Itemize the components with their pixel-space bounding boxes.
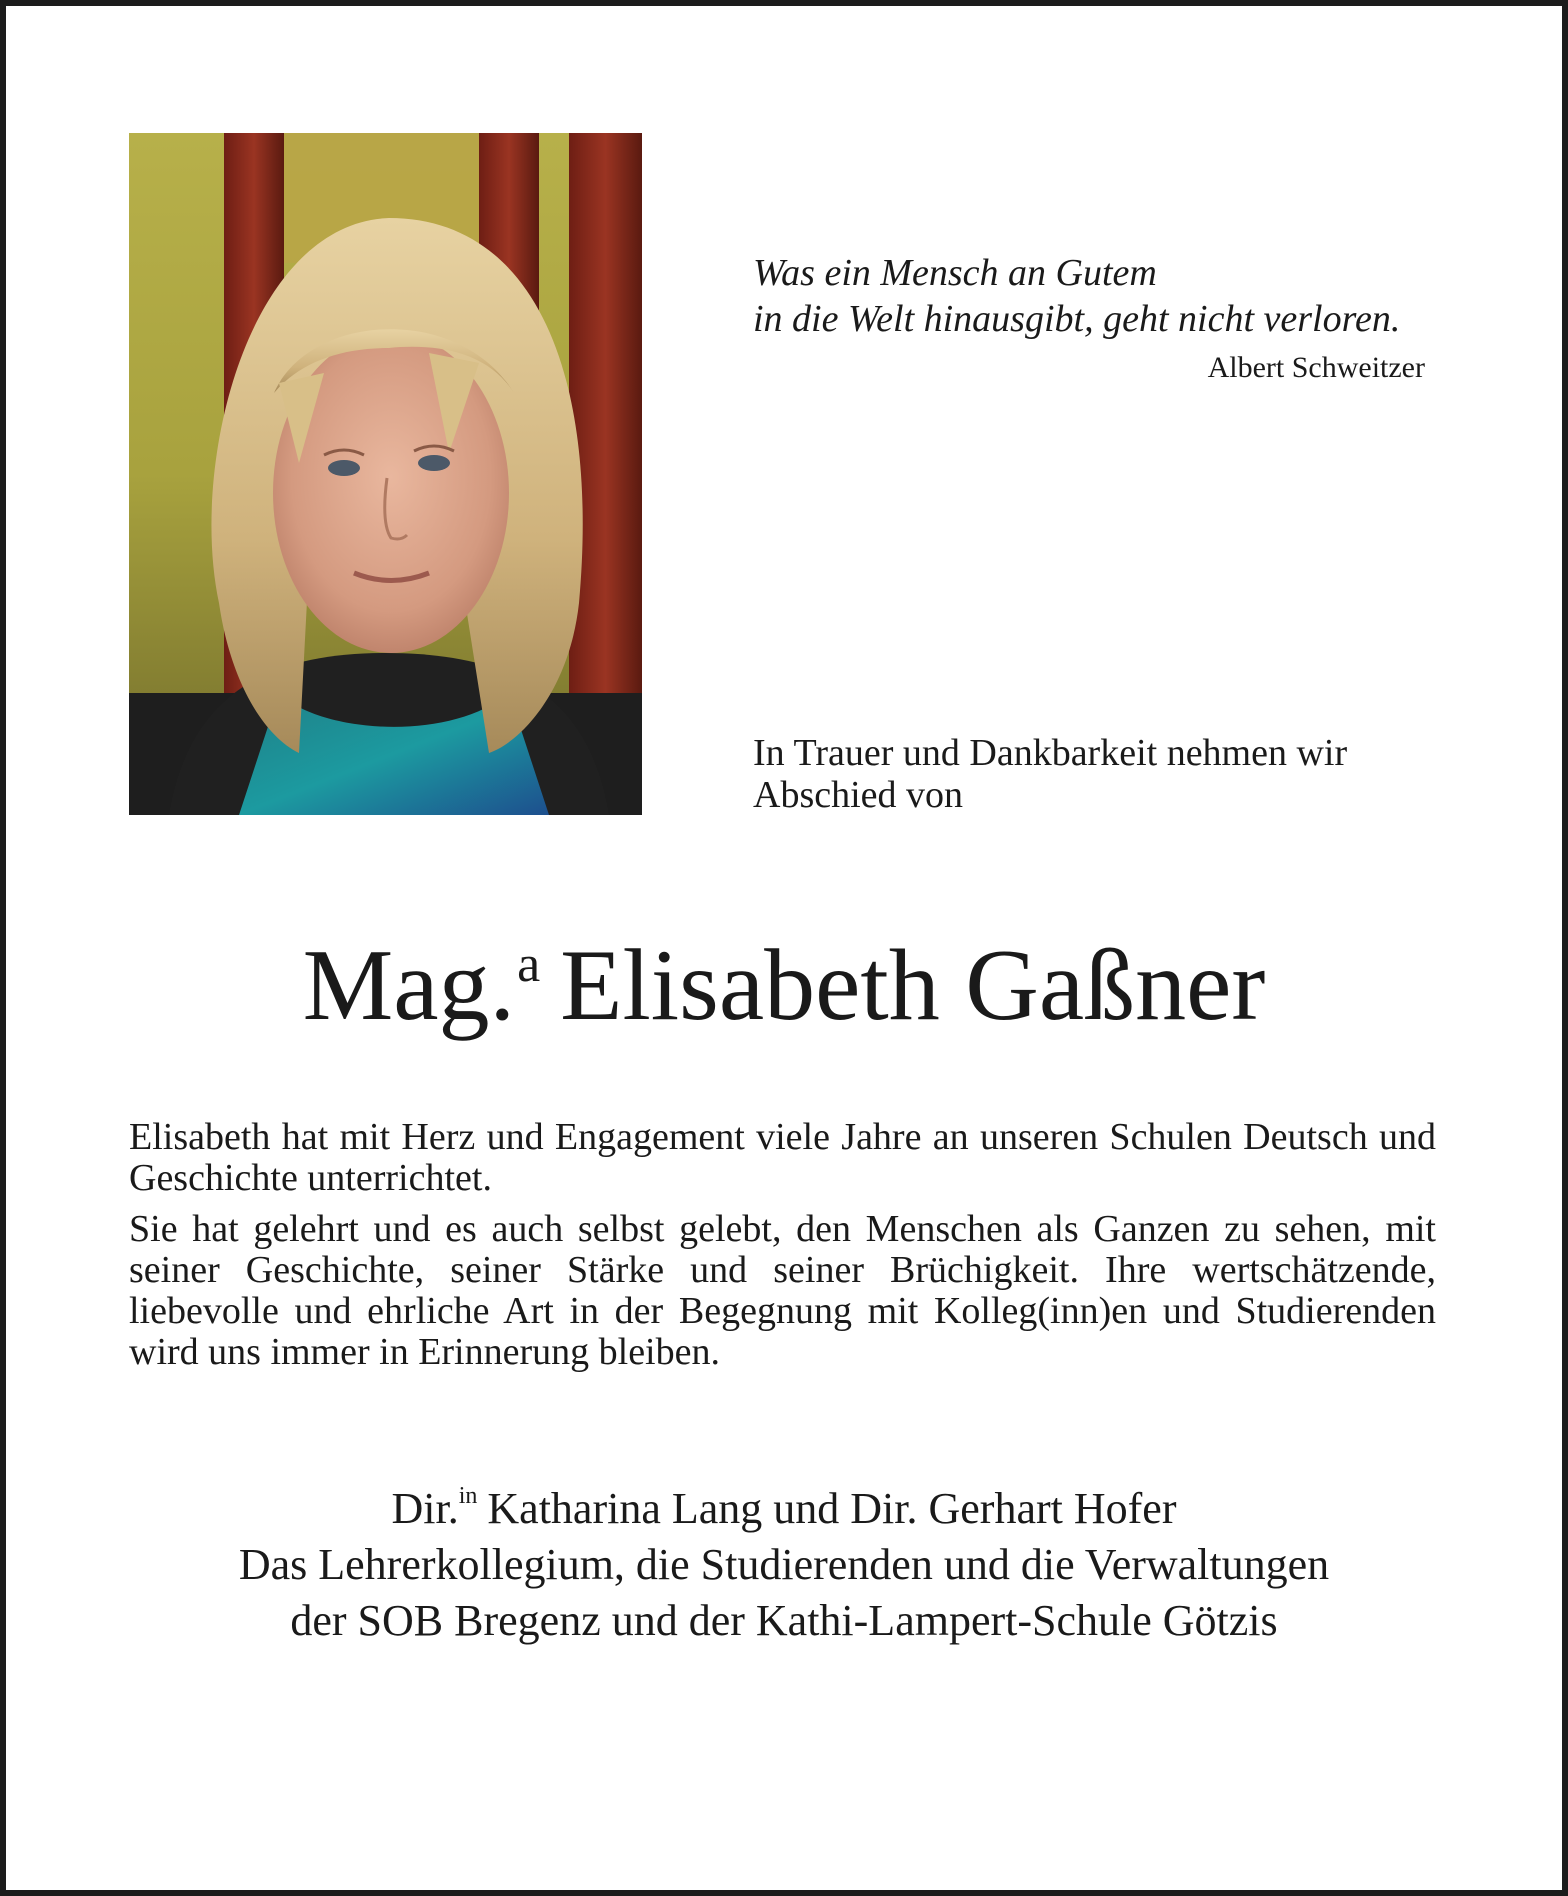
portrait-photo xyxy=(129,133,642,815)
tribute-paragraph-2: Sie hat gelehrt und es auch selbst gelebt, den Menschen als Ganzen zu sehen, mit seiner Geschichte, seiner Stärke und seiner Brüchigkeit. Ihre wertschätzende, liebevolle und ehrliche Art in der Begegnung mit Kolleg(inn)en und Studierenden wird uns immer in Erinnerung bleiben. xyxy=(129,1208,1436,1373)
signers-line-1 xyxy=(0,1468,1568,1537)
intro-text xyxy=(753,732,1453,816)
signers-prefix: Dir. xyxy=(391,1484,459,1533)
name-prefix: Mag. xyxy=(302,929,516,1042)
signers-prefix-superscript: in xyxy=(458,1483,478,1509)
intro-line-1: In Trauer und Dankbarkeit nehmen wir xyxy=(753,732,1348,774)
name-prefix-superscript: a xyxy=(517,936,541,993)
quote-author: Albert Schweitzer xyxy=(1207,351,1425,384)
intro-line-2: Abschied von xyxy=(753,774,964,816)
signers-line-2: Das Lehrerkollegium, die Studierenden und die Verwaltungen xyxy=(238,1540,1330,1589)
quote-line-2: in die Welt hinausgibt, geht nicht verloren. xyxy=(753,298,1401,340)
tribute-text xyxy=(129,1117,1436,1373)
deceased-name xyxy=(0,905,1568,1046)
quote xyxy=(753,250,1453,342)
quote-line-1: Was ein Mensch an Gutem xyxy=(753,252,1157,294)
name-full: Elisabeth Gaßner xyxy=(560,929,1266,1042)
signers-names: Katharina Lang und Dir. Gerhart Hofer xyxy=(487,1484,1177,1533)
tribute-paragraph-1: Elisabeth hat mit Herz und Engagement viele Jahre an unseren Schulen Deutsch und Geschichte unterrichtet. xyxy=(129,1116,1436,1199)
signers-block xyxy=(0,1468,1568,1649)
signers-line-3: der SOB Bregenz und der Kathi-Lampert-Schule Götzis xyxy=(290,1596,1278,1645)
